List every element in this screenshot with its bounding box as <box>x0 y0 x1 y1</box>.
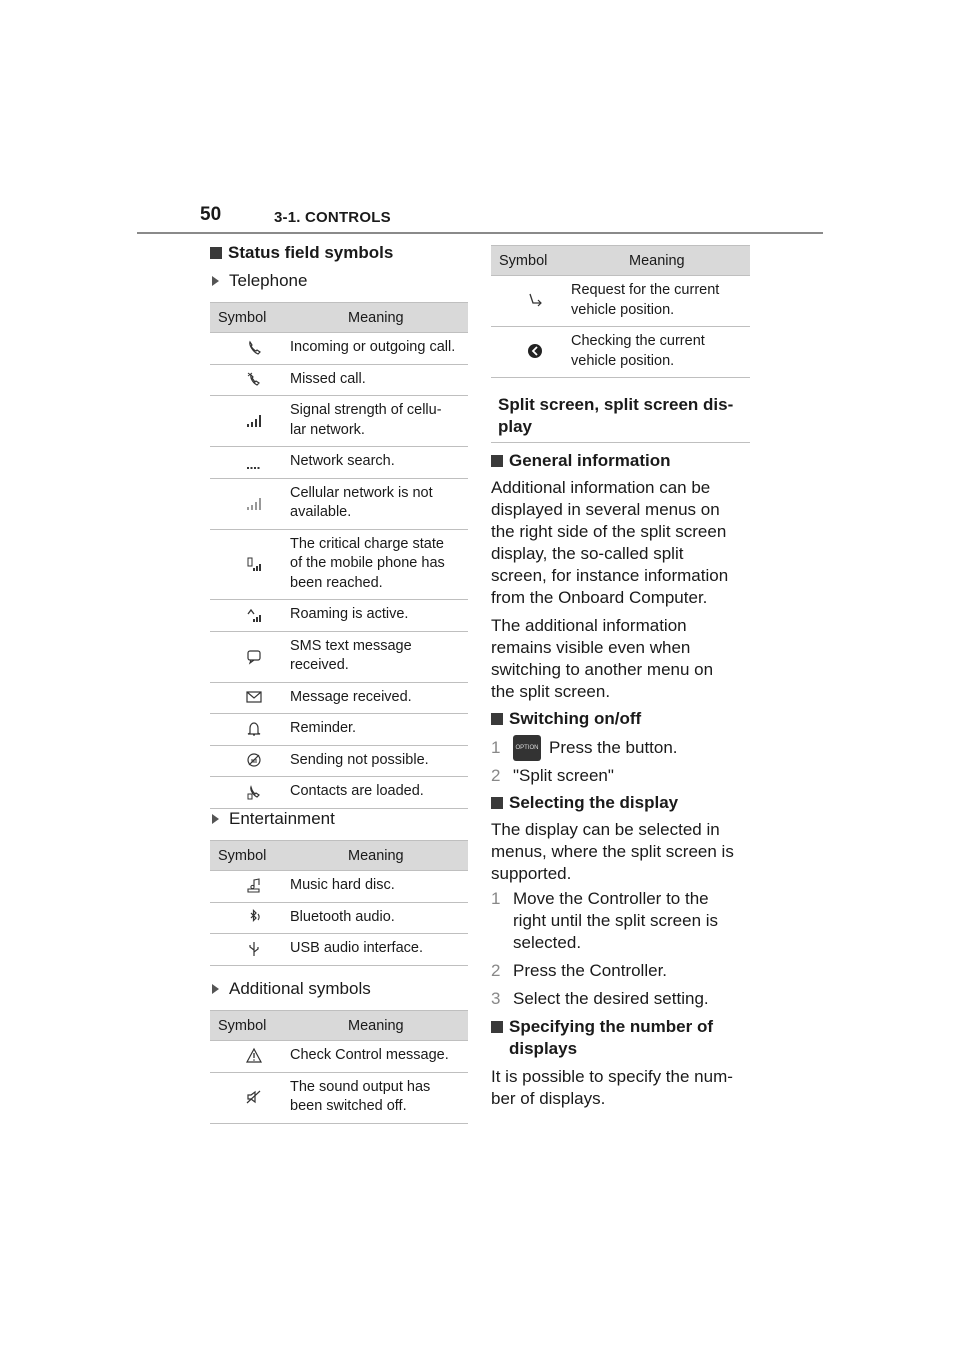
square-bullet-icon <box>491 797 503 809</box>
col-meaning: Meaning <box>290 841 468 871</box>
contacts-icon <box>245 783 263 801</box>
meaning-cell: Roaming is active. <box>290 600 468 632</box>
position-request-icon <box>526 291 544 309</box>
meaning-cell: Message received. <box>290 682 468 714</box>
table-row <box>210 682 468 714</box>
signal-strength-icon <box>245 411 263 429</box>
position-table <box>491 245 750 378</box>
symbol-cell <box>210 529 290 600</box>
page-number: 50 <box>200 204 222 225</box>
table-row <box>491 276 750 327</box>
select-step-1 <box>491 888 761 954</box>
meaning-cell: Request for the current vehicle position. <box>571 276 750 327</box>
col-meaning: Meaning <box>571 246 750 276</box>
table-row <box>210 631 468 682</box>
col-symbol: Symbol <box>491 246 571 276</box>
table-row <box>210 902 468 934</box>
table-row <box>210 333 468 365</box>
number-heading <box>491 1016 761 1060</box>
select-step-3 <box>491 988 761 1010</box>
step-number: 1 <box>491 889 501 908</box>
number-heading-text: Specifying the number of displays <box>509 1017 714 1058</box>
section-heading-text: Status field symbols <box>228 243 394 262</box>
entertainment-heading-text: Entertainment <box>229 809 335 828</box>
meaning-cell: Music hard disc. <box>290 871 468 903</box>
table-row <box>210 447 468 479</box>
symbol-cell <box>210 682 290 714</box>
triangle-bullet-icon <box>212 984 219 994</box>
symbol-cell <box>210 714 290 746</box>
bell-icon <box>245 720 263 738</box>
symbol-cell <box>210 871 290 903</box>
meaning-cell: The sound output has been switched off. <box>290 1072 468 1123</box>
usb-icon <box>245 940 263 958</box>
switch-step-2 <box>491 765 761 787</box>
missed-call-icon <box>245 370 263 388</box>
roaming-icon <box>245 606 263 624</box>
no-network-icon <box>245 494 263 512</box>
header-rule <box>137 232 823 234</box>
step-number: 2 <box>491 961 501 980</box>
select-heading <box>491 793 761 813</box>
col-symbol: Symbol <box>210 303 290 333</box>
number-paragraph: It is possible to specify the num- ber of displays. <box>491 1067 733 1108</box>
sending-not-possible-icon <box>245 751 263 769</box>
meaning-cell: Contacts are loaded. <box>290 777 468 809</box>
symbol-cell <box>210 1072 290 1123</box>
switch-heading-text: Switching on/off <box>509 709 642 728</box>
telephone-heading-text: Telephone <box>229 271 308 290</box>
sms-icon <box>245 647 263 665</box>
music-disc-icon <box>245 877 263 895</box>
telephone-table <box>210 302 468 809</box>
select-paragraph: The display can be selected in menus, where the split screen is supported. <box>491 820 734 883</box>
meaning-cell: The critical charge state of the mobile phone has been reached. <box>290 529 468 600</box>
table-row <box>210 1041 468 1073</box>
step-text: "Split screen" <box>513 766 614 785</box>
square-bullet-icon <box>491 713 503 725</box>
symbol-cell <box>210 934 290 966</box>
meaning-cell: Bluetooth audio. <box>290 902 468 934</box>
step-text: Press the button. <box>549 738 678 757</box>
symbol-cell <box>210 396 290 447</box>
table-row <box>210 529 468 600</box>
meaning-cell: USB audio interface. <box>290 934 468 966</box>
symbol-cell <box>210 1041 290 1073</box>
right-column-body <box>491 451 761 1110</box>
low-charge-icon <box>245 555 263 573</box>
meaning-cell: Reminder. <box>290 714 468 746</box>
table-row <box>210 364 468 396</box>
symbol-cell <box>491 276 571 327</box>
additional-heading <box>212 979 371 999</box>
bluetooth-audio-icon <box>245 908 263 926</box>
switch-step-1 <box>491 735 761 761</box>
general-paragraph-1: Additional information can be displayed in several menus on the right side of the split screen display, the so-called split screen, for instance information from the Onboard Computer. <box>491 478 729 607</box>
col-symbol: Symbol <box>210 1011 290 1041</box>
network-search-icon <box>245 453 263 471</box>
symbol-cell <box>210 333 290 365</box>
meaning-cell: Checking the current vehicle position. <box>571 327 750 378</box>
meaning-cell: SMS text message received. <box>290 631 468 682</box>
table-row <box>210 600 468 632</box>
sound-off-icon <box>245 1088 263 1106</box>
step-number: 2 <box>491 766 501 785</box>
general-paragraph-2: The additional information remains visible even when switching to another menu on the split screen. <box>491 616 714 701</box>
meaning-cell: Network search. <box>290 447 468 479</box>
table-row <box>210 1072 468 1123</box>
step-text: Select the desired setting. <box>513 989 709 1008</box>
col-meaning: Meaning <box>290 303 468 333</box>
symbol-cell <box>210 364 290 396</box>
square-bullet-icon <box>491 1021 503 1033</box>
symbol-cell <box>210 745 290 777</box>
meaning-cell: Signal strength of cellu- lar network. <box>290 396 468 447</box>
split-screen-heading: Split screen, split screen dis- play <box>498 395 734 436</box>
position-check-icon <box>526 342 544 360</box>
symbol-cell <box>210 447 290 479</box>
meaning-cell: Incoming or outgoing call. <box>290 333 468 365</box>
additional-table <box>210 1010 468 1124</box>
symbol-cell <box>210 600 290 632</box>
table-row <box>210 745 468 777</box>
warning-triangle-icon <box>245 1047 263 1065</box>
col-meaning: Meaning <box>290 1011 468 1041</box>
split-screen-heading-box <box>491 385 750 443</box>
entertainment-heading <box>212 809 335 829</box>
step-text: Press the Controller. <box>513 961 668 980</box>
switch-heading <box>491 709 761 729</box>
col-symbol: Symbol <box>210 841 290 871</box>
symbol-cell <box>210 777 290 809</box>
telephone-heading <box>212 271 307 291</box>
select-step-2 <box>491 960 761 982</box>
chapter-title: 3-1. CONTROLS <box>274 209 391 226</box>
step-number: 1 <box>491 738 501 757</box>
table-row <box>210 871 468 903</box>
table-row <box>210 396 468 447</box>
meaning-cell: Sending not possible. <box>290 745 468 777</box>
table-row <box>210 934 468 966</box>
additional-heading-text: Additional symbols <box>229 979 371 998</box>
step-number: 3 <box>491 989 501 1008</box>
table-row <box>210 478 468 529</box>
square-bullet-icon <box>210 247 222 259</box>
symbol-cell <box>210 631 290 682</box>
symbol-cell <box>210 478 290 529</box>
option-button-icon: OPTION <box>513 735 541 761</box>
table-row <box>491 327 750 378</box>
section-heading <box>210 243 393 263</box>
triangle-bullet-icon <box>212 276 219 286</box>
phone-icon <box>245 339 263 357</box>
meaning-cell: Cellular network is not available. <box>290 478 468 529</box>
table-row <box>210 777 468 809</box>
general-heading-text: General information <box>509 451 671 470</box>
square-bullet-icon <box>491 455 503 467</box>
triangle-bullet-icon <box>212 814 219 824</box>
envelope-icon <box>245 688 263 706</box>
symbol-cell <box>491 327 571 378</box>
meaning-cell: Check Control message. <box>290 1041 468 1073</box>
select-heading-text: Selecting the display <box>509 793 679 812</box>
table-row <box>210 714 468 746</box>
step-text: Move the Controller to the right until the split screen is selected. <box>513 889 719 952</box>
meaning-cell: Missed call. <box>290 364 468 396</box>
entertainment-table <box>210 840 468 966</box>
symbol-cell <box>210 902 290 934</box>
general-heading <box>491 451 761 471</box>
